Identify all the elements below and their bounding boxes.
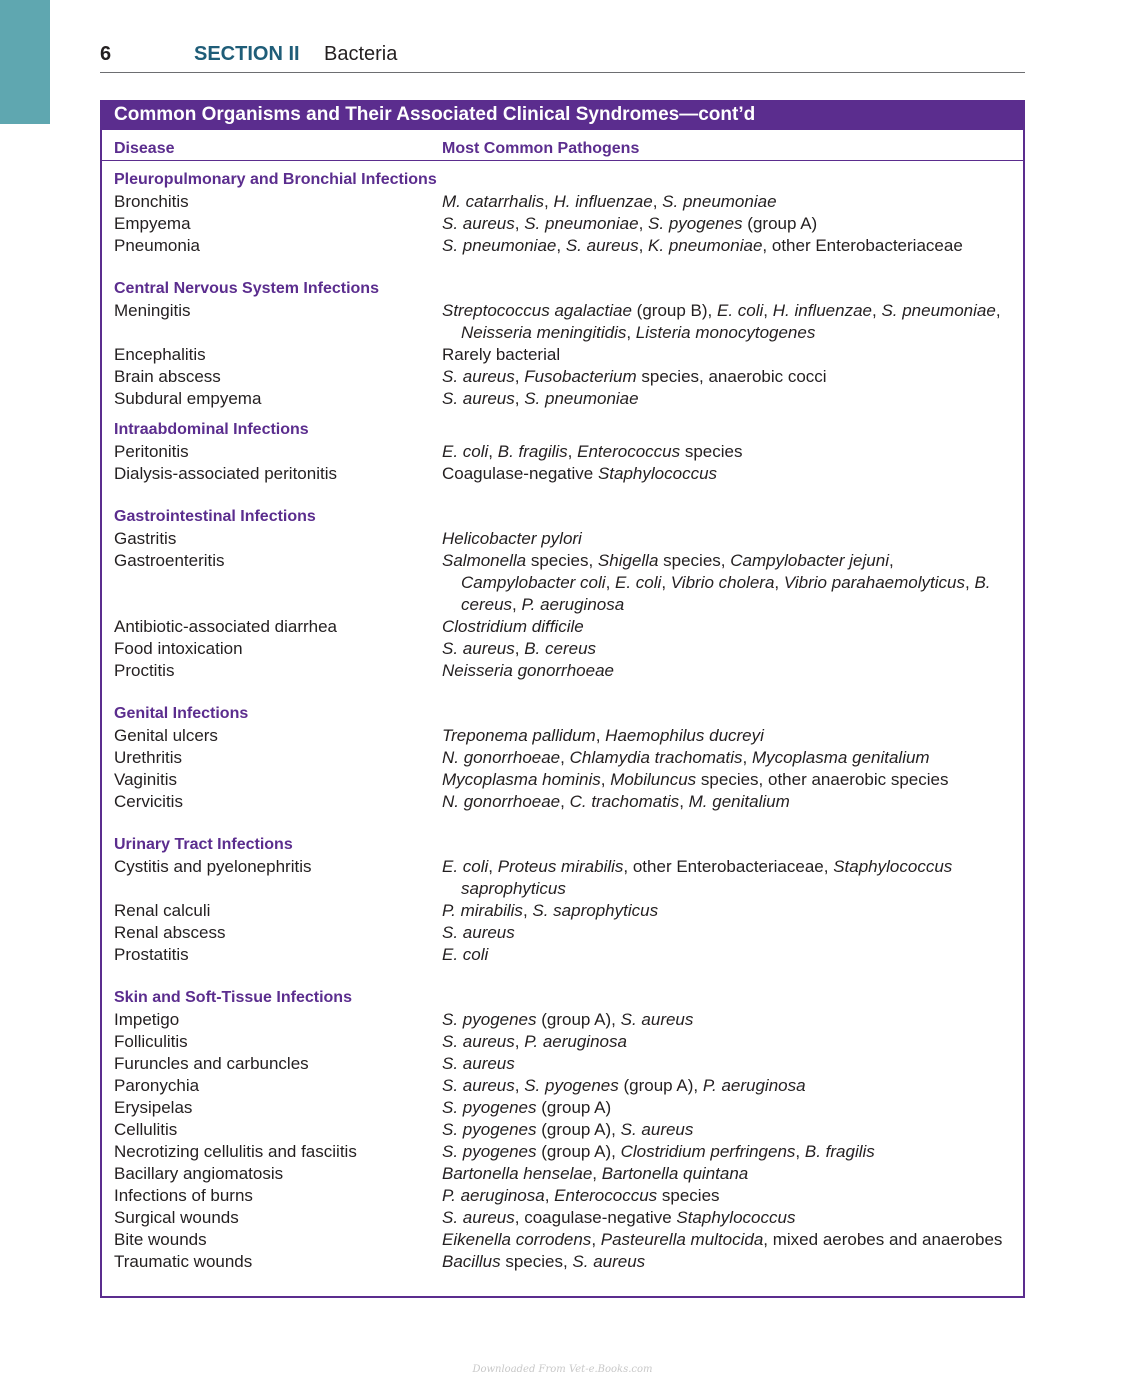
table-row [102, 1163, 1023, 1185]
group-heading: Intraabdominal Infections [114, 421, 309, 438]
table-row [102, 550, 1023, 616]
table-row [102, 922, 1023, 944]
pathogens-cell: E. coli, Proteus mirabilis, other Enterobacteriaceae, Staphylococcus saprophyticus [442, 857, 953, 898]
table-row [102, 300, 1023, 344]
table-row [102, 1229, 1023, 1251]
table-row [102, 388, 1023, 410]
table-row [102, 213, 1023, 235]
table-row [102, 660, 1023, 682]
pathogens-cell: S. pyogenes (group A) [442, 1098, 612, 1117]
disease-cell: Food intoxication [114, 639, 243, 658]
table-row [102, 725, 1023, 747]
table-row [102, 1053, 1023, 1075]
section-label: SECTION II [194, 43, 300, 65]
table-row [102, 344, 1023, 366]
pathogens-cell: Streptococcus agalactiae (group B), E. coli, H. influenzae, S. pneumoniae, Neisseria meningitidis, Listeria monocytogenes [442, 301, 1001, 342]
pathogens-cell: S. pyogenes (group A), S. aureus [442, 1120, 694, 1139]
pathogens-cell: P. mirabilis, S. saprophyticus [442, 901, 659, 920]
pathogens-cell: Neisseria gonorrhoeae [442, 661, 614, 680]
pathogens-cell: N. gonorrhoeae, Chlamydia trachomatis, Mycoplasma genitalium [442, 748, 930, 767]
disease-cell: Proctitis [114, 661, 175, 680]
pathogens-cell: S. pneumoniae, S. aureus, K. pneumoniae, other Enterobacteriaceae [442, 236, 963, 255]
pathogens-cell: E. coli [442, 945, 489, 964]
group-heading: Pleuropulmonary and Bronchial Infections [114, 171, 437, 188]
pathogens-cell: S. aureus, S. pneumoniae, S. pyogenes (group A) [442, 214, 818, 233]
table-row [102, 441, 1023, 463]
pathogens-cell: Clostridium difficile [442, 617, 584, 636]
column-header-disease: Disease [114, 140, 175, 157]
table-row [102, 1207, 1023, 1229]
table-row [102, 616, 1023, 638]
table-row [102, 366, 1023, 388]
pathogens-cell: Helicobacter pylori [442, 529, 582, 548]
disease-cell: Cystitis and pyelonephritis [114, 857, 312, 876]
disease-cell: Subdural empyema [114, 389, 262, 408]
disease-cell: Gastritis [114, 529, 177, 548]
table-row [102, 1119, 1023, 1141]
disease-cell: Brain abscess [114, 367, 221, 386]
disease-cell: Surgical wounds [114, 1208, 239, 1227]
table-row [102, 1075, 1023, 1097]
pathogens-cell: Eikenella corrodens, Pasteurella multocida, mixed aerobes and anaerobes [442, 1230, 1003, 1249]
disease-cell: Furuncles and carbuncles [114, 1054, 309, 1073]
disease-cell: Pneumonia [114, 236, 201, 255]
running-head [100, 42, 1025, 73]
table-row [102, 528, 1023, 550]
table-row [102, 191, 1023, 213]
disease-cell: Erysipelas [114, 1098, 193, 1117]
disease-cell: Infections of burns [114, 1186, 253, 1205]
pathogens-cell: S. aureus, P. aeruginosa [442, 1032, 627, 1051]
pathogens-cell: Bartonella henselae, Bartonella quintana [442, 1164, 749, 1183]
disease-cell: Empyema [114, 214, 191, 233]
disease-cell: Dialysis-associated peritonitis [114, 464, 337, 483]
table-row [102, 1097, 1023, 1119]
disease-cell: Renal abscess [114, 923, 226, 942]
pathogens-cell: E. coli, B. fragilis, Enterococcus species [442, 442, 743, 461]
pathogens-cell: Bacillus species, S. aureus [442, 1252, 646, 1271]
table-column-headers [102, 130, 1023, 161]
pathogens-cell: S. aureus, B. cereus [442, 639, 597, 658]
table-row [102, 944, 1023, 966]
disease-cell: Impetigo [114, 1010, 180, 1029]
group-heading: Gastrointestinal Infections [114, 508, 316, 525]
disease-cell: Gastroenteritis [114, 551, 225, 570]
table-row [102, 1009, 1023, 1031]
column-header-pathogens: Most Common Pathogens [442, 140, 640, 157]
pathogens-cell: P. aeruginosa, Enterococcus species [442, 1186, 720, 1205]
pathogens-cell: N. gonorrhoeae, C. trachomatis, M. genitalium [442, 792, 790, 811]
group-heading: Skin and Soft-Tissue Infections [114, 989, 352, 1006]
group-heading: Central Nervous System Infections [114, 280, 379, 297]
table-row [102, 856, 1023, 900]
group-heading: Urinary Tract Infections [114, 836, 293, 853]
disease-cell: Bronchitis [114, 192, 189, 211]
disease-cell: Traumatic wounds [114, 1252, 253, 1271]
disease-cell: Renal calculi [114, 901, 211, 920]
download-watermark: Downloaded From Vet-e.Books.com [472, 1364, 653, 1375]
disease-cell: Bite wounds [114, 1230, 207, 1249]
pathogens-cell: S. aureus, S. pyogenes (group A), P. aeruginosa [442, 1076, 806, 1095]
table-title: Common Organisms and Their Associated Clinical Syndromes—cont’d [102, 100, 1023, 130]
table-row [102, 769, 1023, 791]
disease-cell: Necrotizing cellulitis and fasciitis [114, 1142, 357, 1161]
disease-cell: Paronychia [114, 1076, 200, 1095]
pathogens-cell: S. aureus, Fusobacterium species, anaerobic cocci [442, 367, 827, 386]
pathogens-cell: Mycoplasma hominis, Mobiluncus species, other anaerobic species [442, 770, 949, 789]
disease-cell: Encephalitis [114, 345, 206, 364]
pathogens-cell: Salmonella species, Shigella species, Campylobacter jejuni, Campylobacter coli, E. coli, Vibrio cholera, Vibrio parahaemolyticus, B. cereus, P. aeruginosa [442, 551, 991, 614]
disease-cell: Cervicitis [114, 792, 183, 811]
pathogens-cell: S. aureus [442, 923, 515, 942]
table-row [102, 1141, 1023, 1163]
page-number: 6 [100, 43, 112, 65]
table-row [102, 1031, 1023, 1053]
table-row [102, 900, 1023, 922]
disease-cell: Urethritis [114, 748, 183, 767]
disease-cell: Genital ulcers [114, 726, 218, 745]
table-row [102, 1251, 1023, 1273]
table-body [102, 161, 1023, 1273]
section-title: Bacteria [324, 43, 398, 65]
disease-cell: Peritonitis [114, 442, 189, 461]
section-color-tab [0, 0, 50, 124]
pathogens-cell: Rarely bacterial [442, 345, 561, 364]
pathogens-cell: S. aureus, S. pneumoniae [442, 389, 639, 408]
group-heading: Genital Infections [114, 705, 249, 722]
disease-cell: Antibiotic-associated diarrhea [114, 617, 338, 636]
disease-cell: Prostatitis [114, 945, 189, 964]
table-row [102, 747, 1023, 769]
pathogens-cell: Treponema pallidum, Haemophilus ducreyi [442, 726, 764, 745]
table-row [102, 235, 1023, 257]
table-row [102, 791, 1023, 813]
table-row [102, 463, 1023, 485]
table-row [102, 1185, 1023, 1207]
disease-cell: Folliculitis [114, 1032, 188, 1051]
syndromes-table [100, 100, 1025, 1298]
pathogens-cell: S. pyogenes (group A), Clostridium perfringens, B. fragilis [442, 1142, 875, 1161]
pathogens-cell: S. pyogenes (group A), S. aureus [442, 1010, 694, 1029]
table-row [102, 638, 1023, 660]
disease-cell: Cellulitis [114, 1120, 178, 1139]
pathogens-cell: S. aureus [442, 1054, 515, 1073]
disease-cell: Vaginitis [114, 770, 177, 789]
pathogens-cell: S. aureus, coagulase-negative Staphylococcus [442, 1208, 796, 1227]
pathogens-cell: Coagulase-negative Staphylococcus [442, 464, 718, 483]
disease-cell: Meningitis [114, 301, 191, 320]
disease-cell: Bacillary angiomatosis [114, 1164, 284, 1183]
pathogens-cell: M. catarrhalis, H. influenzae, S. pneumoniae [442, 192, 777, 211]
